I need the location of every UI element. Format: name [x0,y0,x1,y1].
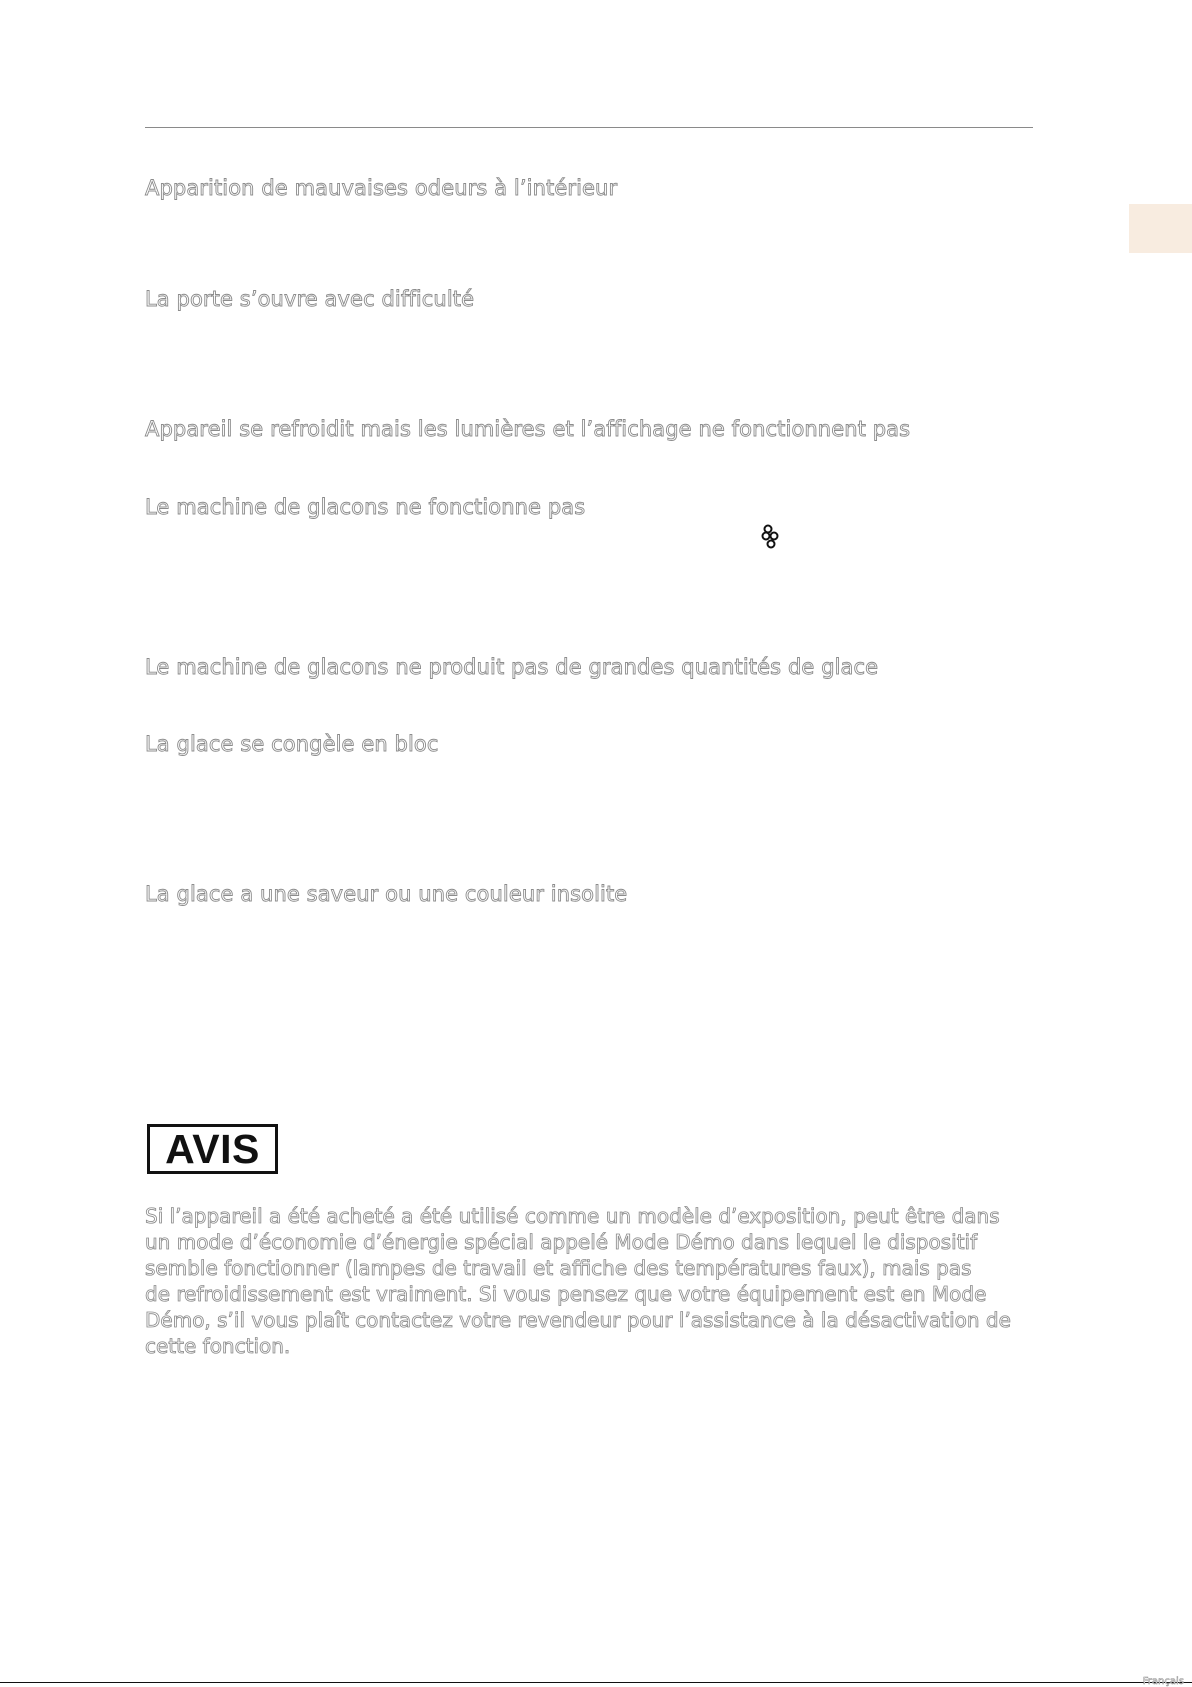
notice-paragraph [145,1203,1015,1359]
section-tab [1129,204,1192,253]
heading-door: La porte s’ouvre avec difficulté [145,287,475,311]
heading-ice-block: La glace se congèle en bloc [145,732,439,756]
bottom-divider [0,1682,1192,1683]
notice-line: semble fonctionner (lampes de travail et affiche des températures faux), mais pas [145,1256,972,1280]
notice-line: Démo, s’il vous plaît contactez votre revendeur pour l’assistance à la désactivation de [145,1308,1011,1332]
notice-line: cette fonction. [145,1334,291,1358]
heading-lights: Appareil se refroidit mais les lumières et l’affichage ne fonctionnent pas [145,417,911,441]
heading-ice-taste: La glace a une saveur ou une couleur insolite [145,882,628,906]
heading-odors: Apparition de mauvaises odeurs à l’intérieur [145,176,618,200]
notice-badge [147,1124,278,1174]
heading-icemaker: Le machine de glacons ne fonctionne pas [145,495,586,519]
heading-ice-quantity: Le machine de glacons ne produit pas de grandes quantités de glace [145,655,879,679]
page-footer-label: Français [1142,1676,1184,1687]
top-divider [145,127,1033,128]
notice-line: un mode d’économie d’énergie spécial appelé Mode Démo dans lequel le dispositif [145,1230,978,1254]
notice-label: AVIS [165,1125,260,1172]
notice-line: de refroidissement est vraiment. Si vous pensez que votre équipement est en Mode [145,1282,987,1306]
notice-line: Si l’appareil a été acheté a été utilisé comme un modèle d’exposition, peut être dans [145,1204,1000,1228]
ice-cubes-icon [760,524,782,550]
